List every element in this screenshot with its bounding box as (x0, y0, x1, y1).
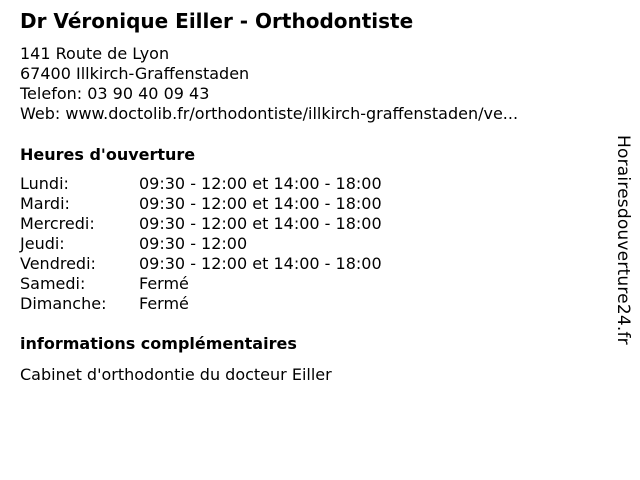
hours-time: 09:30 - 12:00 et 14:00 - 18:00 (139, 254, 382, 273)
hours-time: 09:30 - 12:00 et 14:00 - 18:00 (139, 194, 382, 213)
site-watermark: Horairesdouverture24.fr (613, 135, 633, 345)
hours-time: 09:30 - 12:00 et 14:00 - 18:00 (139, 214, 382, 233)
hours-row-thursday (20, 234, 382, 254)
hours-row-sunday (20, 294, 382, 314)
hours-time: Fermé (139, 294, 189, 313)
hours-row-tuesday (20, 194, 382, 214)
hours-time: 09:30 - 12:00 et 14:00 - 18:00 (139, 174, 382, 193)
additional-info-heading: informations complémentaires (20, 334, 297, 353)
hours-row-saturday (20, 274, 382, 294)
hours-time: 09:30 - 12:00 (139, 234, 248, 253)
hours-day: Lundi: (20, 174, 69, 193)
additional-info-text: Cabinet d'orthodontie du docteur Eiller (20, 365, 332, 384)
hours-day: Vendredi: (20, 254, 96, 273)
hours-row-monday (20, 174, 382, 194)
website-link: Web: www.doctolib.fr/orthodontiste/illkirch-graffenstaden/ve... (20, 104, 519, 123)
opening-hours-heading: Heures d'ouverture (20, 145, 196, 164)
hours-day: Mardi: (20, 194, 70, 213)
hours-row-friday (20, 254, 382, 274)
hours-day: Samedi: (20, 274, 86, 293)
hours-row-wednesday (20, 214, 382, 234)
address-city: 67400 Illkirch-Graffenstaden (20, 64, 250, 83)
contact-block (20, 44, 518, 124)
opening-hours-table (20, 174, 382, 314)
address-street: 141 Route de Lyon (20, 44, 170, 63)
phone-number: Telefon: 03 90 40 09 43 (20, 84, 210, 103)
hours-time: Fermé (139, 274, 189, 293)
page-title: Dr Véronique Eiller - Orthodontiste (20, 9, 414, 33)
hours-day: Mercredi: (20, 214, 95, 233)
hours-day: Dimanche: (20, 294, 107, 313)
hours-day: Jeudi: (20, 234, 65, 253)
